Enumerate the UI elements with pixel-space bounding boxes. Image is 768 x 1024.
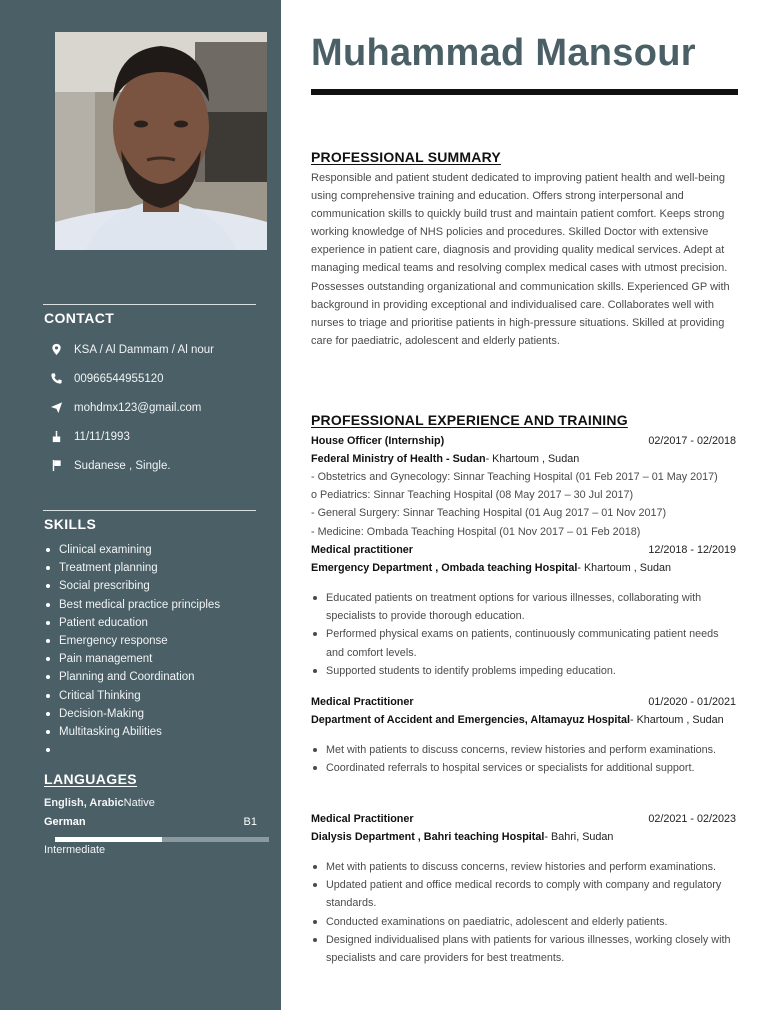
birthday-icon	[50, 430, 74, 443]
language-german	[44, 816, 257, 828]
skill-item: Patient education	[44, 614, 220, 632]
language-native	[44, 797, 155, 809]
native-label: Native	[123, 797, 155, 809]
skill-item: Multitasking Abilities	[44, 723, 220, 741]
contact-heading: CONTACT	[44, 310, 115, 326]
job-bullet: Met with patients to discuss concerns, review histories and perform examinations.	[311, 858, 736, 876]
job-bullet: Designed individualised plans with patients for various illnesses, working closely with specialists and care providers for best treatments.	[311, 931, 736, 967]
contact-nationality	[50, 451, 214, 480]
job-entry	[311, 432, 736, 541]
job-bullets	[311, 741, 736, 777]
job-header	[311, 541, 736, 559]
contact-email[interactable]	[50, 393, 214, 422]
contact-birthdate-text: 11/11/1993	[74, 430, 130, 443]
job-employer-line	[311, 559, 736, 577]
job-dates: 12/2018 - 12/2019	[648, 544, 736, 556]
summary-text: Responsible and patient student dedicated to improving patient health and well-being using comprehensive training and education. Offers strong interpersonal and communication skills to quickly build trust and maintain patient comfort. Keeps strong working knowledge of NHS policies and procedures. Skilled Doctor with extensive experience in patient care, diagnosis and providing quality medical services. Adept at managing medical teams and resolving complex medical cases with utmost precision. Possesses outstanding organizational and communication skills. Experienced GP with background in providing exceptional and individualised care. Collaborates well with nurses to triage and prioritise patients in high-pressure situations. Skilled at providing care for paediatric, adolescent and elderly patients.	[311, 172, 730, 347]
job-location: - Khartoum , Sudan	[577, 562, 672, 574]
contact-list	[50, 335, 214, 480]
languages-heading: LANGUAGES	[44, 771, 138, 787]
skill-item-empty	[44, 741, 220, 759]
job-bullet: Educated patients on treatment options for various illnesses, collaborating with specialists to provide thorough education.	[311, 589, 736, 625]
second-language-level: Intermediate	[44, 844, 106, 856]
job-dates: 01/2020 - 01/2021	[648, 696, 736, 708]
job-bullet: Conducted examinations on paediatric, adolescent and elderly patients.	[311, 913, 736, 931]
job-bullet: Supported students to identify problems impeding education.	[311, 662, 736, 680]
skill-item: Clinical examining	[44, 541, 220, 559]
language-level-bar	[55, 837, 269, 842]
job-entry	[311, 693, 736, 777]
candidate-name: Muhammad Mansour	[311, 32, 696, 74]
contact-rule	[43, 304, 256, 305]
flag-icon	[50, 459, 74, 472]
job-employer: Department of Accident and Emergencies, Altamayuz Hospital	[311, 714, 630, 726]
job-bullet: Performed physical exams on patients, continuously communicating patient needs and comfort levels.	[311, 625, 736, 661]
job-location: - Bahri, Sudan	[544, 831, 614, 843]
skill-item: Emergency response	[44, 632, 220, 650]
skills-heading: SKILLS	[44, 516, 97, 532]
sidebar	[0, 0, 281, 1010]
contact-phone-text: 00966544955120	[74, 372, 164, 385]
location-icon	[50, 343, 74, 356]
job-bullets	[311, 589, 736, 680]
job-employer: Federal Ministry of Health - Sudan	[311, 453, 486, 465]
language-level-fill	[55, 837, 162, 842]
job-location: - Khartoum , Sudan	[485, 453, 580, 465]
job-employer: Emergency Department , Ombada teaching Hospital	[311, 562, 578, 574]
job-employer: Dialysis Department , Bahri teaching Hospital	[311, 831, 545, 843]
name-rule	[311, 89, 738, 95]
rotation-item: - General Surgery: Sinnar Teaching Hospital (01 Aug 2017 – 01 Nov 2017)	[311, 507, 667, 520]
native-languages: English, Arabic	[44, 797, 124, 809]
portrait-image	[55, 32, 267, 250]
job-title: House Officer (Internship)	[311, 435, 445, 447]
contact-location-text: KSA / Al Dammam / Al nour	[74, 343, 214, 356]
contact-birthdate	[50, 422, 214, 451]
skills-rule	[43, 510, 256, 511]
skill-item: Critical Thinking	[44, 687, 220, 705]
skills-list	[44, 541, 220, 759]
second-language-code: B1	[243, 816, 257, 828]
contact-phone[interactable]	[50, 364, 214, 393]
job-title: Medical Practitioner	[311, 696, 414, 708]
skill-item: Best medical practice principles	[44, 596, 220, 614]
job-header	[311, 432, 736, 450]
send-icon	[50, 401, 74, 414]
skill-item: Treatment planning	[44, 559, 220, 577]
skill-item: Planning and Coordination	[44, 668, 220, 686]
job-entry	[311, 810, 736, 967]
job-bullet: Coordinated referrals to hospital services or specialists for additional support.	[311, 759, 736, 777]
job-header	[311, 693, 736, 711]
phone-icon	[50, 372, 74, 385]
contact-location	[50, 335, 214, 364]
job-bullet: Met with patients to discuss concerns, review histories and perform examinations.	[311, 741, 736, 759]
job-bullet: Updated patient and office medical records to comply with company and regulatory standards.	[311, 876, 736, 912]
rotation-item: - Medicine: Ombada Teaching Hospital (01 Nov 2017 – 01 Feb 2018)	[311, 525, 641, 538]
experience-heading: PROFESSIONAL EXPERIENCE AND TRAINING	[311, 412, 628, 428]
skill-item: Decision-Making	[44, 705, 220, 723]
job-employer-line	[311, 450, 736, 468]
profile-photo	[55, 32, 267, 250]
job-dates: 02/2017 - 02/2018	[648, 435, 736, 447]
second-language: German	[44, 816, 86, 828]
job-title: Medical practitioner	[311, 544, 413, 556]
rotation-item: - Obstetrics and Gynecology: Sinnar Teaching Hospital (01 Feb 2017 – 01 May 2017)	[311, 471, 718, 484]
contact-nationality-text: Sudanese , Single.	[74, 459, 171, 472]
job-title: Medical Practitioner	[311, 813, 414, 825]
job-location: - Khartoum , Sudan	[629, 714, 724, 726]
job-header	[311, 810, 736, 828]
summary-heading: PROFESSIONAL SUMMARY	[311, 149, 501, 165]
job-dates: 02/2021 - 02/2023	[648, 813, 736, 825]
job-entry	[311, 541, 736, 680]
job-employer-line	[311, 711, 736, 729]
skill-item: Social prescribing	[44, 577, 220, 595]
skill-item: Pain management	[44, 650, 220, 668]
job-bullets	[311, 858, 736, 967]
job-employer-line	[311, 828, 736, 846]
rotation-item: o Pediatrics: Sinnar Teaching Hospital (08 May 2017 – 30 Jul 2017)	[311, 489, 634, 502]
contact-email-text: mohdmx123@gmail.com	[74, 401, 202, 414]
